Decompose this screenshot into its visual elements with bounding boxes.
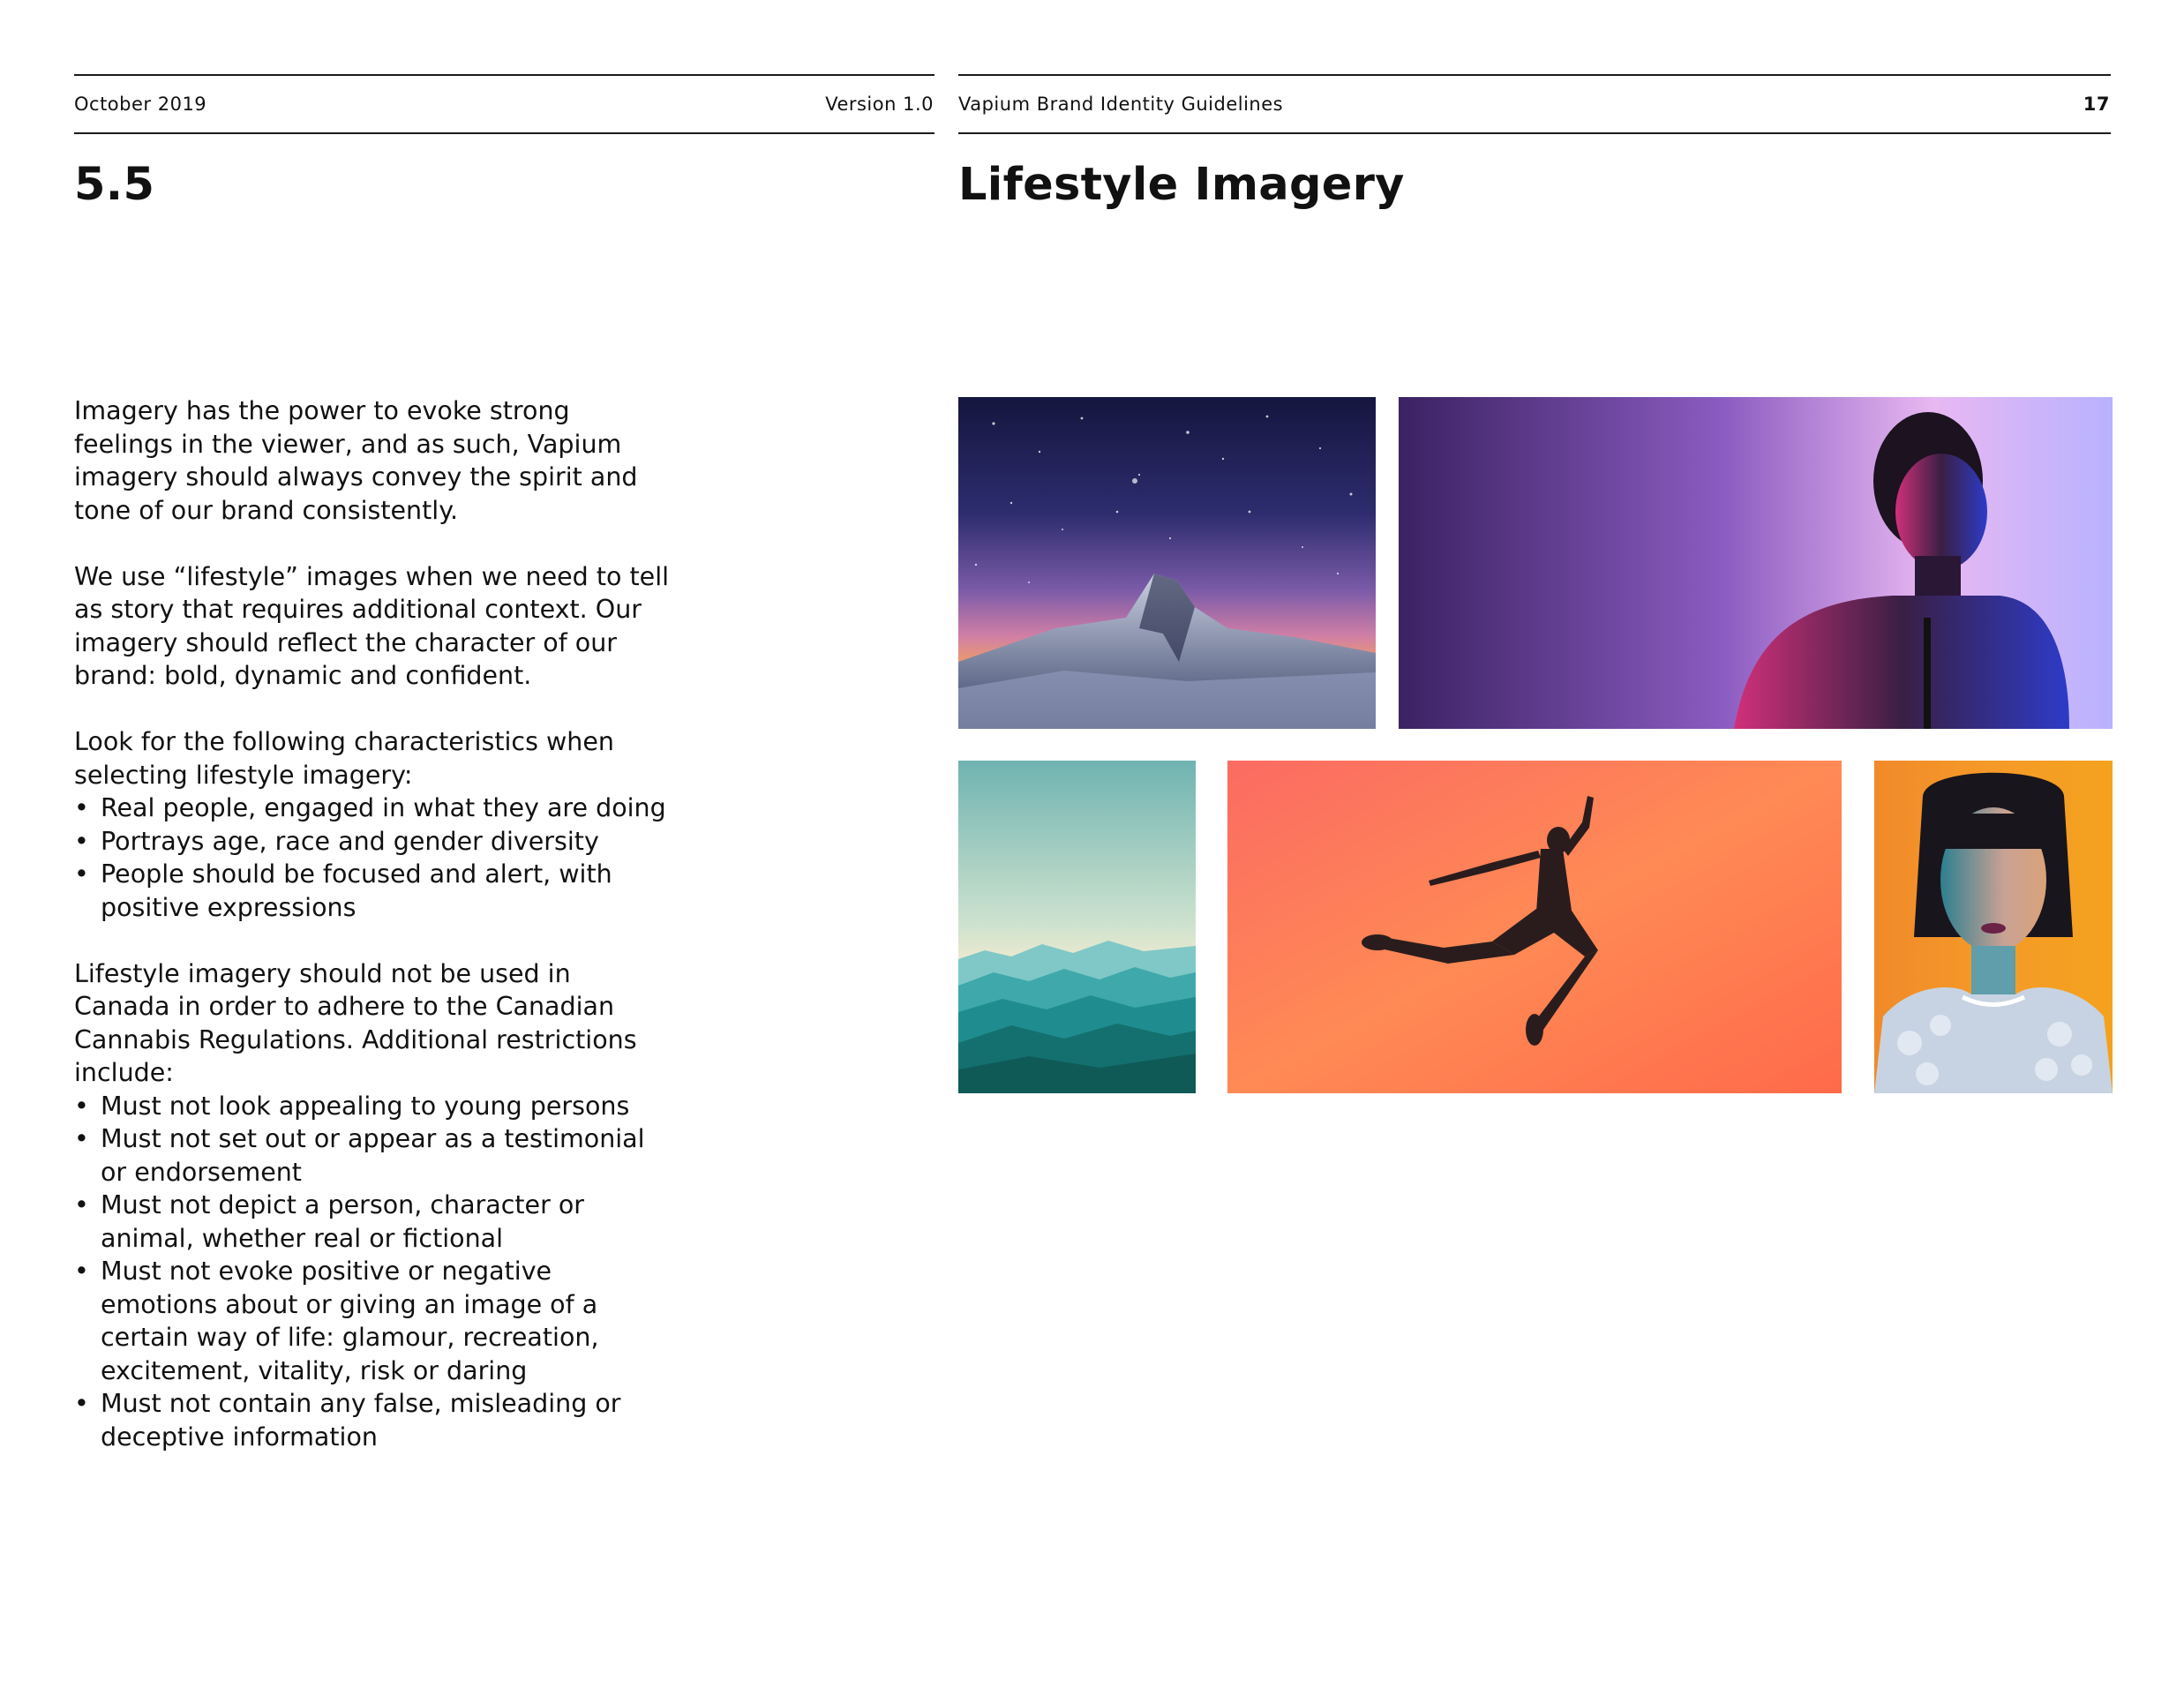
list-item: • Must not look appealing to young persons bbox=[74, 1090, 674, 1123]
header-version: Version 1.0 bbox=[825, 94, 934, 115]
characteristics-list bbox=[74, 791, 674, 924]
teal-mountains-photo bbox=[958, 761, 1196, 1093]
page-number: 17 bbox=[2083, 94, 2110, 115]
characteristics-intro: Look for the following characteristics when selecting lifestyle imagery: bbox=[74, 727, 614, 790]
restrictions-list bbox=[74, 1090, 674, 1454]
intro-paragraph: Imagery has the power to evoke strong feelings in the viewer, and as such, Vapium imagery should always convey the spirit and tone of our brand consistently. bbox=[74, 396, 638, 525]
list-item: • Must not contain any false, misleading or deceptive information bbox=[74, 1387, 674, 1453]
list-item: • Real people, engaged in what they are doing bbox=[74, 791, 674, 825]
jumping-athlete-photo bbox=[1227, 761, 1842, 1093]
header-doc-title: Vapium Brand Identity Guidelines bbox=[958, 94, 1284, 115]
header-date: October 2019 bbox=[74, 94, 207, 115]
header-bottom-rule-left bbox=[74, 132, 934, 134]
header-bottom-rule-right bbox=[958, 132, 2111, 134]
story-paragraph: We use “lifestyle” images when we need to tell as story that requires additional context. Our imagery should reflect the character of our brand: bold, dynamic and confident. bbox=[74, 561, 670, 690]
portrait-orange-photo bbox=[1874, 761, 2113, 1093]
list-item: • People should be focused and alert, with positive expressions bbox=[74, 858, 674, 924]
portrait-purple-photo bbox=[1399, 397, 2113, 729]
section-number: 5.5 bbox=[74, 159, 155, 211]
header-top-rule-left bbox=[74, 74, 934, 76]
restrictions-intro: Lifestyle imagery should not be used in Canada in order to adhere to the Canadian Cannabis Regulations. Additional restrictions include: bbox=[74, 958, 637, 1087]
list-item: • Must not evoke positive or negative emotions about or giving an image of a certain way of life: glamour, recreation, excitement, vitality, risk or daring bbox=[74, 1255, 674, 1387]
list-item: • Portrays age, race and gender diversity bbox=[74, 825, 674, 859]
section-title: Lifestyle Imagery bbox=[958, 159, 1405, 211]
body-text-column bbox=[74, 394, 674, 1453]
list-item: • Must not depict a person, character or animal, whether real or fictional bbox=[74, 1189, 674, 1255]
list-item: • Must not set out or appear as a testimonial or endorsement bbox=[74, 1122, 674, 1189]
header-top-rule-right bbox=[958, 74, 2111, 76]
starry-mountain-photo bbox=[958, 397, 1376, 729]
